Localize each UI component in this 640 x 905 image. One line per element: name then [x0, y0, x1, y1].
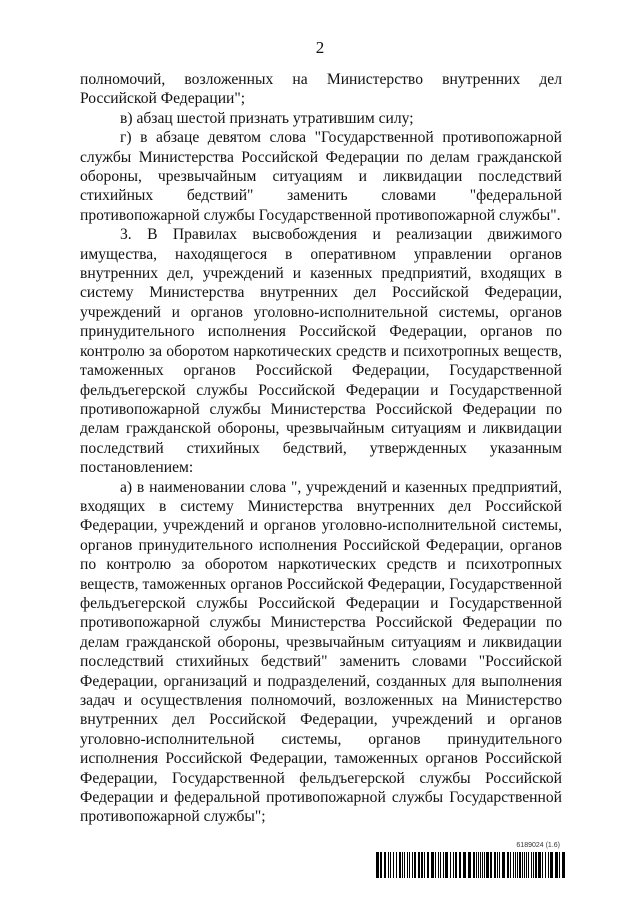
barcode-block — [376, 842, 568, 880]
barcode-icon — [376, 852, 568, 878]
paragraph-5: а) в наименовании слова ", учреждений и казенных предприятий, входящих в систему Министерства внутренних дел Российской Федерации, учреждений и органов уголовно-исполнительной системы, органов принудительного исполнения Российской Федерации, органов по контролю за оборотом наркотических средств и психотропных веществ, таможенных органов Российской Федерации, Государственной фельдъегерской службы Российской Федерации и Государственной противопожарной службы Министерства Российской Федерации по делам гражданской обороны, чрезвычайным ситуациям и ликвидации последствий стихийных бедствий" заменить словами "Российской Федерации, организаций и подразделений, созданных для выполнения задач и осуществления полномочий, возложенных на Министерство внутренних дел Российской Федерации, учреждений и органов уголовно-исполнительной системы, органов принудительного исполнения Российской Федерации, таможенных органов Российской Федерации, Государственной фельдъегерской службы Российской Федерации и федеральной противопожарной службы Государственной противопожарной службы"; — [80, 478, 562, 826]
page-number: 2 — [315, 38, 325, 57]
paragraph-2: в) абзац шестой признать утратившим силу; — [120, 109, 414, 127]
paragraph-3: г) в абзаце девятом слова "Государственной противопожарной службы Министерства Российской Федерации по делам гражданской обороны, чрезвычайным ситуациям и ликвидации последствий стихийных бедствий" заменить словами "федеральной противопожарной службы Государственной противопожарной службы". — [80, 129, 562, 224]
document-body — [80, 70, 562, 827]
barcode-caption: 6189024 (1.6) — [516, 842, 560, 849]
paragraph-4: 3. В Правилах высвобождения и реализации движимого имущества, находящегося в оперативном управлении органов внутренних дел, учреждений и казенных предприятий, входящих в систему Министерства внутренних дел Российской Федерации, учреждений и органов уголовно-исполнительной системы, органов принудительного исполнения Российской Федерации, органов по контролю за оборотом наркотических средств и психотропных веществ, таможенных органов Российской Федерации, Государственной фельдъегерской службы Российской Федерации и Государственной противопожарной службы Министерства Российской Федерации по делам гражданской обороны, чрезвычайным ситуациям и ликвидации последствий стихийных бедствий, утвержденных указанным постановлением: — [80, 226, 562, 477]
paragraph-1: полномочий, возложенных на Министерство внутренних дел Российской Федерации"; — [80, 71, 562, 108]
